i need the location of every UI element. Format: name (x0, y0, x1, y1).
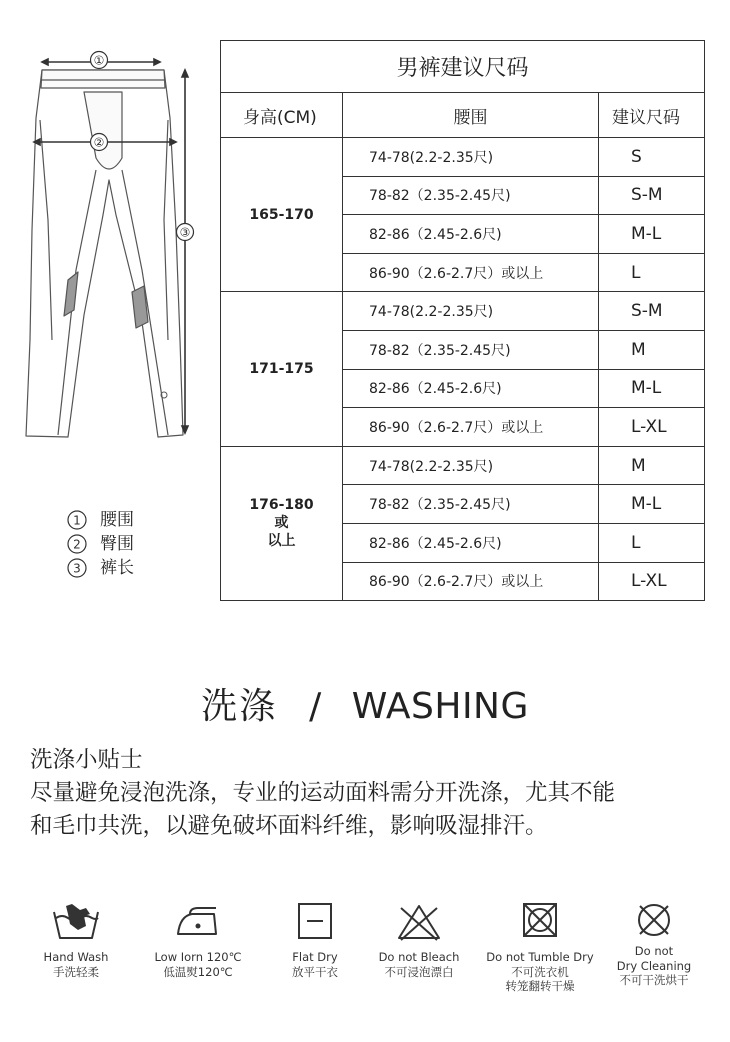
care-label-en: Do not (634, 944, 674, 958)
waist-marker (91, 52, 108, 69)
header-height: 身高(CM) (221, 93, 343, 138)
no-tumble-dry-icon (514, 900, 566, 944)
height-range-cell (221, 292, 343, 446)
care-label-en: Do not Tumble Dry (486, 950, 594, 964)
care-label-en: Do not Bleach (378, 950, 460, 964)
waist-cell: 74-78(2.2-2.35尺) (343, 446, 599, 485)
height-range-text: 176-180 (249, 497, 314, 514)
height-range-text: 165-170 (249, 206, 314, 223)
circled-number-icon (66, 557, 88, 579)
washing-heading-en: WASHING (351, 686, 529, 727)
size-cell: M (599, 330, 705, 369)
length-marker-label: ③ (179, 225, 191, 240)
waist-cell: 78-82（2.35-2.45尺) (343, 485, 599, 524)
legend-item-waist (66, 508, 134, 532)
header-waist: 腰围 (343, 93, 599, 138)
size-cell: L-XL (599, 408, 705, 447)
hip-marker (91, 134, 108, 151)
table-row (221, 138, 705, 177)
table-row (221, 292, 705, 331)
waist-cell: 78-82（2.35-2.45尺) (343, 330, 599, 369)
size-cell: M-L (599, 485, 705, 524)
care-item-iron (150, 900, 246, 979)
tips-line: 和毛巾共洗，以避免破坏面料纤维，影响吸湿排汗。 (30, 813, 548, 839)
circled-number-icon (66, 533, 88, 555)
legend-item-hip (66, 532, 134, 556)
care-label-cn: 转笼翻转干燥 (505, 979, 575, 993)
care-label-cn: 手洗轻柔 (53, 964, 99, 979)
height-range-text: 171-175 (249, 361, 314, 378)
tips-title: 洗涤小贴士 (30, 747, 143, 773)
size-cell: S-M (599, 176, 705, 215)
care-label-en: Low Iorn 120℃ (154, 950, 242, 964)
size-cell: S-M (599, 292, 705, 331)
size-cell: S (599, 138, 705, 177)
washing-heading-cn: 洗涤 (201, 686, 278, 727)
hip-marker-label: ② (93, 135, 105, 150)
care-label-cn: 低温熨120℃ (163, 964, 233, 979)
length-marker (177, 224, 194, 241)
size-cell: M-L (599, 369, 705, 408)
pants-measurement-diagram (18, 40, 218, 450)
care-label-en: Hand Wash (43, 950, 109, 964)
waist-cell: 82-86（2.45-2.6尺) (343, 215, 599, 254)
legend-label: 臀围 (100, 534, 134, 554)
washing-heading-separator: / (309, 686, 322, 727)
height-range-cell (221, 446, 343, 600)
waist-cell: 74-78(2.2-2.35尺) (343, 138, 599, 177)
waist-cell: 86-90（2.6-2.7尺）或以上 (343, 408, 599, 447)
svg-text:3: 3 (73, 561, 81, 576)
care-label-cn: 放平干衣 (292, 964, 338, 979)
care-label-cn: 不可干洗烘干 (619, 973, 689, 987)
hand-wash-icon (50, 900, 102, 944)
legend-label: 裤长 (100, 558, 134, 578)
legend-label: 腰围 (100, 510, 134, 530)
tips-line: 尽量避免浸泡洗涤，专业的运动面料需分开洗涤，尤其不能 (30, 780, 616, 806)
size-cell: M-L (599, 215, 705, 254)
care-item-flat-dry (278, 900, 352, 979)
care-item-no-tumble-dry (482, 900, 598, 994)
height-range-cell (221, 138, 343, 292)
height-range-text: 以上 (267, 533, 296, 550)
care-label-cn: 不可洗衣机 (511, 964, 569, 979)
waist-cell: 74-78(2.2-2.35尺) (343, 292, 599, 331)
size-recommendation-table (220, 40, 705, 601)
waist-cell: 82-86（2.45-2.6尺) (343, 523, 599, 562)
height-range-text: 或 (274, 515, 289, 532)
circled-number-icon (66, 509, 88, 531)
table-title: 男裤建议尺码 (221, 41, 705, 93)
size-cell: L (599, 523, 705, 562)
no-bleach-icon (393, 900, 445, 944)
table-row (221, 446, 705, 485)
waist-cell: 78-82（2.35-2.45尺) (343, 176, 599, 215)
size-cell: M (599, 446, 705, 485)
measurement-legend (66, 508, 134, 580)
washing-heading (0, 678, 730, 729)
iron-low-icon (172, 900, 224, 944)
care-item-no-dry-clean (608, 900, 700, 988)
waist-cell: 86-90（2.6-2.7尺）或以上 (343, 253, 599, 292)
waist-marker-label: ① (93, 53, 105, 68)
svg-text:1: 1 (73, 513, 81, 528)
legend-item-length (66, 556, 134, 580)
svg-text:2: 2 (73, 537, 81, 552)
size-cell: L (599, 253, 705, 292)
no-dry-clean-icon (628, 900, 680, 940)
washing-tips (30, 744, 615, 843)
waist-cell: 82-86（2.45-2.6尺) (343, 369, 599, 408)
waist-cell: 86-90（2.6-2.7尺）或以上 (343, 562, 599, 601)
care-item-hand-wash (36, 900, 116, 979)
size-cell: L-XL (599, 562, 705, 601)
care-label-en: Dry Cleaning (616, 958, 692, 973)
flat-dry-icon (289, 900, 341, 944)
care-label-cn: 不可浸泡漂白 (384, 964, 454, 979)
care-item-no-bleach (374, 900, 464, 979)
header-size: 建议尺码 (599, 93, 705, 138)
care-label-en: Flat Dry (292, 950, 338, 964)
table-header-row (221, 93, 705, 138)
